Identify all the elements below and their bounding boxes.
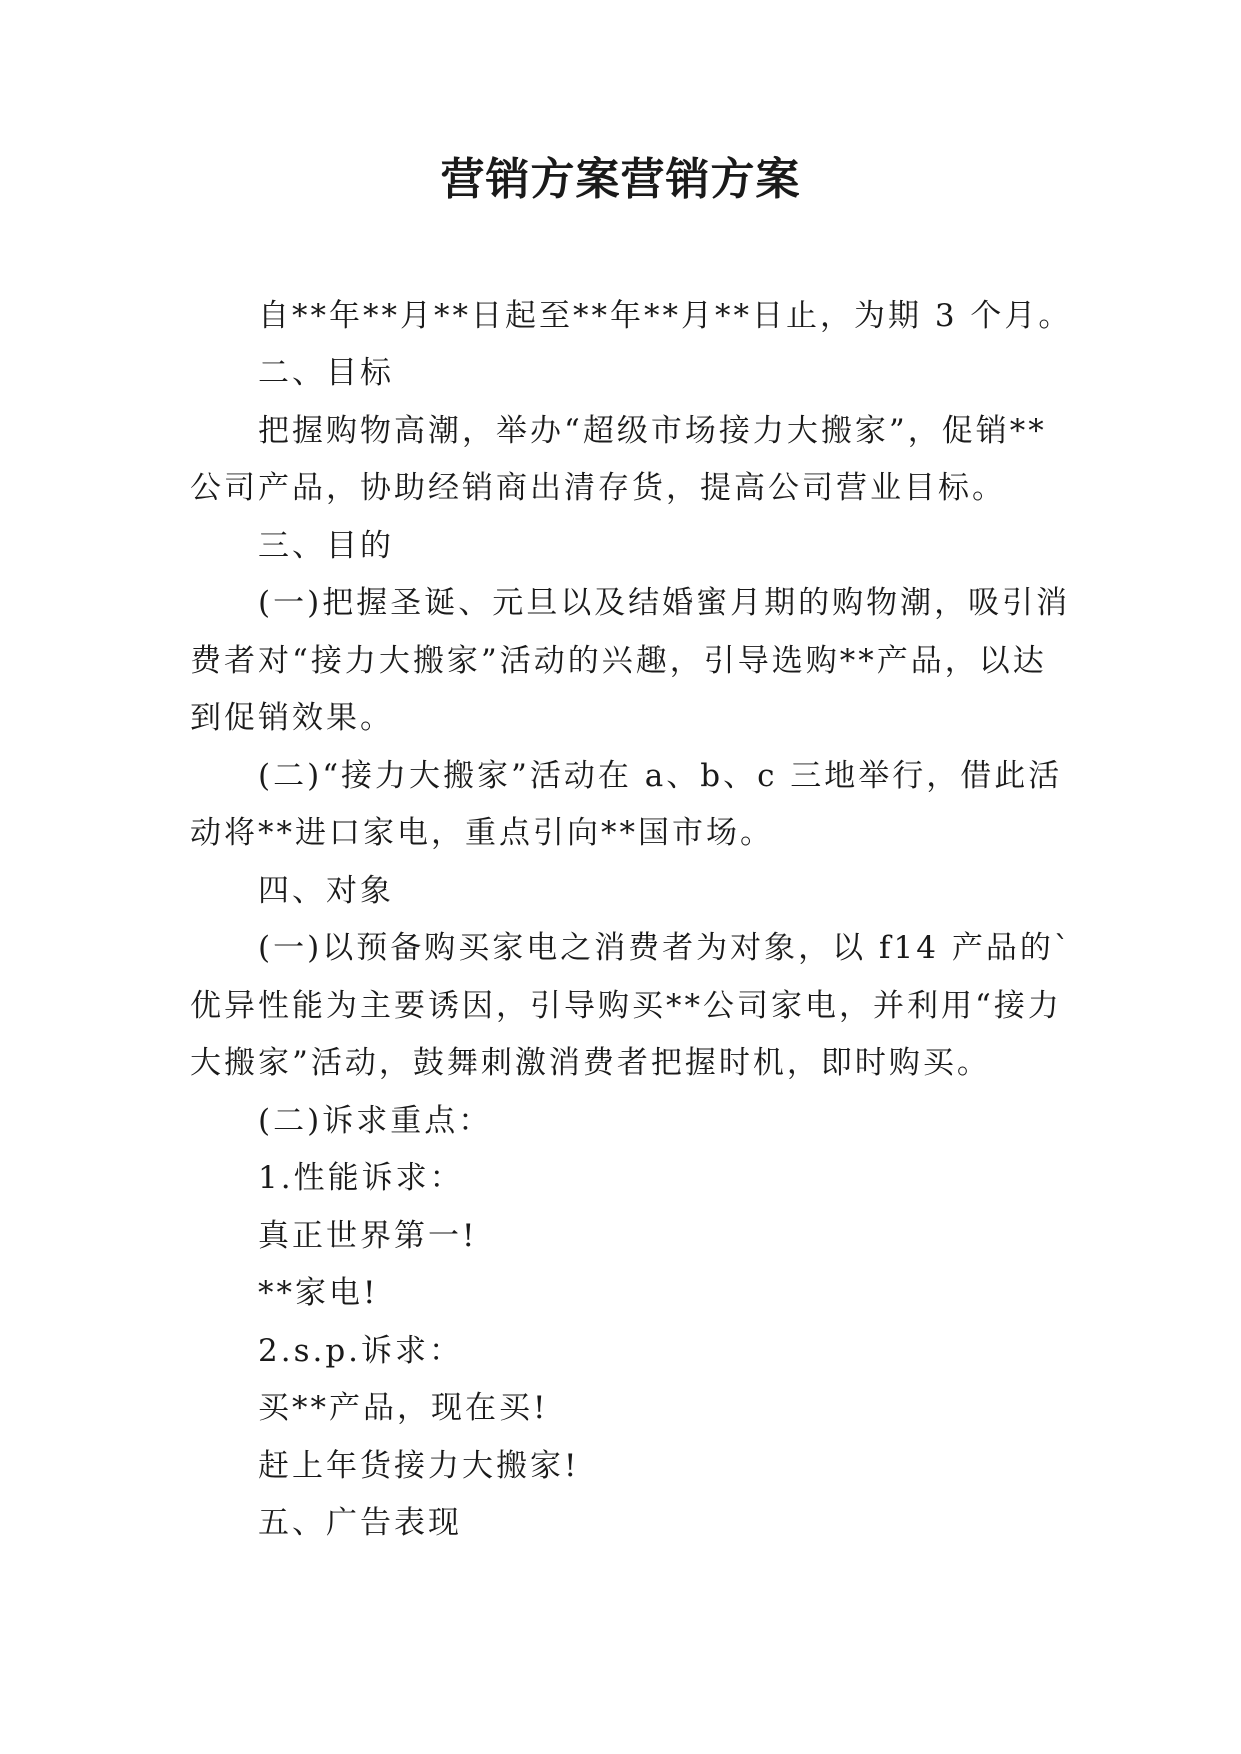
slogan-line: 真正世界第一!: [258, 1218, 478, 1254]
section-heading-goal: 二、目标: [258, 355, 394, 391]
paragraph-line: 大搬家”活动，鼓舞刺激消费者把握时机，即时购买。: [190, 1045, 991, 1081]
paragraph-period: 自**年**月**日起至**年**月**日止，为期 3 个月。: [258, 298, 1073, 334]
slogan-line: 赶上年货接力大搬家!: [258, 1448, 580, 1484]
paragraph-line: (二)“接力大搬家”活动在 a、b、c 三地举行，借此活: [258, 758, 1063, 794]
paragraph-line: (二)诉求重点：: [258, 1103, 493, 1139]
section-heading-advertising: 五、广告表现: [258, 1505, 462, 1541]
document-title: 营销方案营销方案: [440, 154, 801, 205]
list-item: 1.性能诉求：: [258, 1160, 464, 1196]
paragraph-line: 费者对“接力大搬家”活动的兴趣，引导选购**产品，以达: [190, 643, 1047, 679]
paragraph-line: (一)把握圣诞、元旦以及结婚蜜月期的购物潮，吸引消: [258, 585, 1071, 621]
section-heading-purpose: 三、目的: [258, 528, 394, 564]
paragraph-line: 动将**进口家电，重点引向**国市场。: [190, 815, 774, 851]
section-heading-target: 四、对象: [258, 873, 394, 909]
list-item: 2.s.p.诉求：: [258, 1333, 464, 1369]
paragraph-line: 优异性能为主要诱因，引导购买**公司家电，并利用“接力: [190, 988, 1062, 1024]
paragraph-line: 把握购物高潮，举办“超级市场接力大搬家”，促销**: [258, 413, 1047, 449]
paragraph-line: (一)以预备购买家电之消费者为对象，以 f14 产品的`: [258, 930, 1073, 966]
slogan-line: 买**产品，现在买!: [258, 1390, 549, 1426]
paragraph-line: 到促销效果。: [190, 700, 394, 736]
slogan-line: **家电!: [258, 1275, 379, 1311]
paragraph-line: 公司产品，协助经销商出清存货，提高公司营业目标。: [190, 470, 1006, 506]
